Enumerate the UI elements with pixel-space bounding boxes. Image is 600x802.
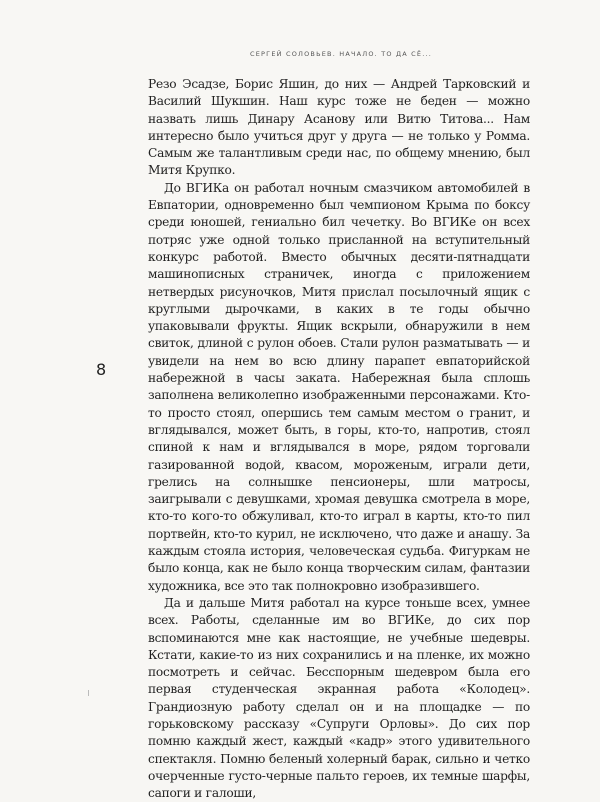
body-text bbox=[148, 76, 530, 802]
crop-mark bbox=[88, 690, 89, 696]
page-number: 8 bbox=[96, 360, 107, 379]
running-head: СЕРГЕЙ СОЛОВЬЕВ. НАЧАЛО. ТО ДА СЁ... bbox=[250, 50, 433, 58]
paragraph-1: Резо Эсадзе, Борис Яшин, до них — Андрей Тарковский и Василий Шукшин. Наш курс тоже не беден — можно назвать лишь Динару Асанову или Витю Титова... Нам интересно было учиться друг у друга — не только у Ромма. Самым же талантливым среди нас, по общему мнению, был Митя Крупко. bbox=[148, 77, 530, 178]
paragraph-3: Да и дальше Митя работал на курсе тоньше всех, умнее всех. Работы, сделанные им во ВГИКе, до сих пор вспоминаются мне как настоящие, не учебные шедевры. Кстати, какие-то из них сохранились и на пленке, их можно посмотреть и сейчас. Бесспорным шедевром была его первая студенческая экранная работа «Колодец». Грандиозную работу сделал он и на площадке — по горьковскому рассказу «Супруги Орловы». До сих пор помню каждый жест, каждый «кадр» этого удивительного спектакля. Помню беленый холерный барак, сильно и четко очерченные густо-черные пальто героев, их темные шарфы, сапоги и галоши, bbox=[148, 595, 530, 801]
paragraph-2: До ВГИКа он работал ночным смазчиком автомобилей в Евпатории, одновременно был чемпионом Крыма по боксу среди юношей, гениально бил чечетку. Во ВГИКе он всех потряс уже одной только присланной на вступительный конкурс работой. Вместо обычных десяти-пятнадцати машинописных страничек, иногда с приложением нетвердых рисуночков, Митя прислал посылочный ящик с круглыми дырочками, в каких в те годы обычно упаковывали фрукты. Ящик вскрыли, обнаружили в нем свиток, длиной с рулон обоев. Стали рулон разматывать — и увидели на нем во всю длину парапет евпаторийской набережной в часы заката. Набережная была сплошь заполнена великолепно изображенными персонажами. Кто-то просто стоял, опершись тем самым местом о гранит, и вглядывался, может быть, в горы, кто-то, напротив, стоял спиной к нам и вглядывался в море, рядом торговали газированной водой, квасом, мороженым, играли дети, грелись на солнышке пенсионеры, шли матросы, заигрывали с девушками, хромая девушка смотрела в море, кто-то кого-то обжуливал, кто-то играл в карты, кто-то пил портвейн, кто-то курил, не исключено, что даже и анашу. За каждым стояла история, человеческая судьба. Фигуркам не было конца, как не было конца творческим силам, фантазии художника, все это так полнокровно изобразившего. bbox=[148, 180, 530, 593]
